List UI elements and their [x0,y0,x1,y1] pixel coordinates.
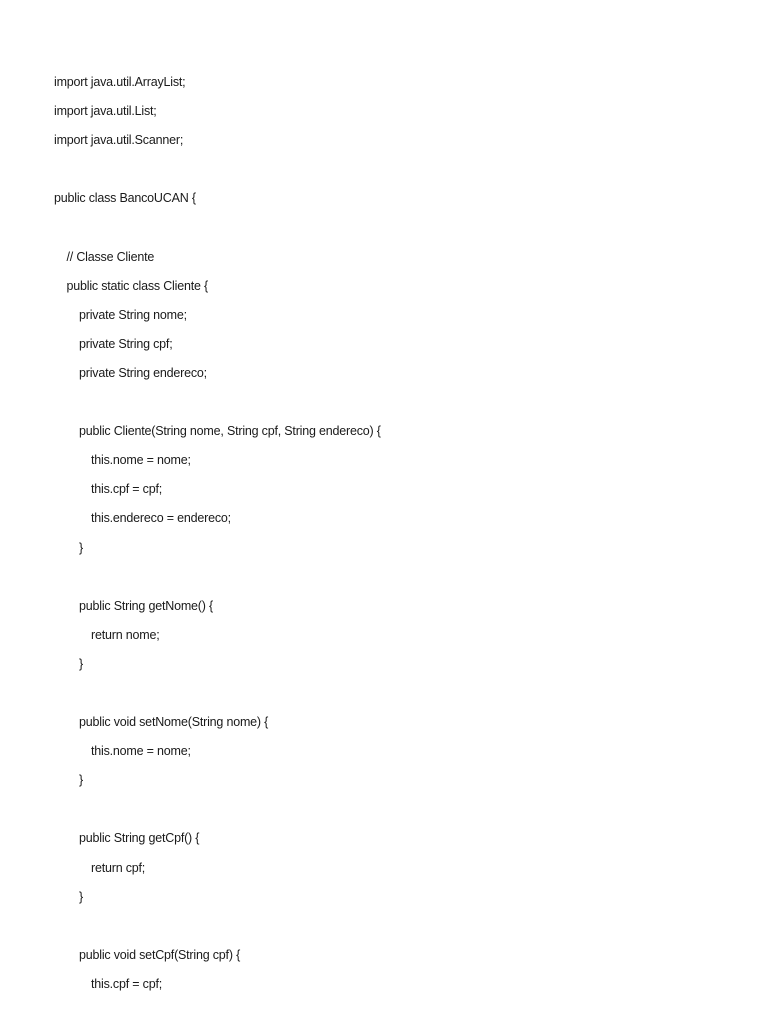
code-line: } [79,656,83,671]
blank-line [54,682,734,711]
code-line: this.cpf = cpf; [91,976,162,991]
blank-line [54,798,734,827]
code-line: import java.util.List; [54,104,157,119]
code-line: public Cliente(String nome, String cpf, String endereco) { [79,424,381,439]
code-line: public void setCpf(String cpf) { [79,947,241,962]
code-line: public String getNome() { [79,598,213,613]
code-line: private String endereco; [79,365,207,380]
code-line: } [79,773,83,788]
code-line: public static class Cliente { [66,278,208,293]
code-line: private String cpf; [79,336,173,351]
code-line: this.endereco = endereco; [91,511,231,526]
code-line: public void setNome(String nome) { [79,715,269,730]
blank-line [54,158,734,187]
code-line: private String nome; [79,307,187,322]
code-line: return nome; [91,627,160,642]
code-listing [54,71,734,1002]
code-line: this.nome = nome; [91,744,191,759]
code-line: public String getCpf() { [79,831,200,846]
code-line: import java.util.Scanner; [54,133,184,148]
code-line: } [79,889,83,904]
code-line: } [79,540,83,555]
blank-line [54,391,734,420]
code-line: return cpf; [91,860,146,875]
code-comment: // Classe Cliente [66,249,155,264]
code-line: public class BancoUCAN { [54,191,196,206]
code-line: import java.util.ArrayList; [54,75,186,89]
blank-line [54,566,734,595]
code-line: this.cpf = cpf; [91,482,162,497]
blank-line [54,216,734,245]
blank-line [54,915,734,944]
code-line: this.nome = nome; [91,453,191,468]
